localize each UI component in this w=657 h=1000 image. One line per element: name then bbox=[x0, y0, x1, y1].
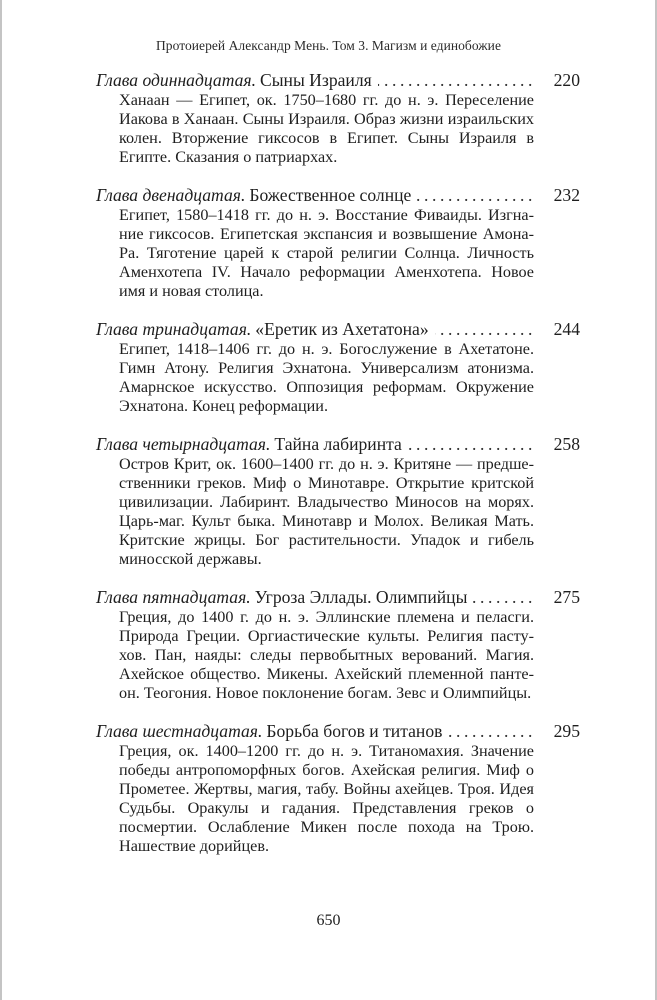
running-head: Протоиерей Александр Мень. Том 3. Магизм и единобожие bbox=[155, 38, 502, 53]
toc-entry-heading[interactable] bbox=[96, 721, 580, 742]
page-number: 258 bbox=[553, 434, 580, 454]
page-number: 220 bbox=[553, 70, 580, 90]
page-number: 232 bbox=[553, 185, 580, 205]
chapter-title: «Еретик из Ахетатона» bbox=[255, 319, 429, 339]
toc-entry-heading[interactable] bbox=[96, 319, 580, 340]
dot-leader bbox=[408, 434, 532, 455]
chapter-title: Тайна лабиринта bbox=[274, 434, 402, 454]
page-number: 275 bbox=[553, 587, 580, 607]
chapter-description: Греция, ок. 1400–1200 гг. до н. э. Титаномахия. Значение победы антропоморфных богов. Ахейская религия. Миф о Прометее. Жертвы, магия, табу. Войны ахейцев. Троя. Идея Судьбы. Оракулы и гадания. Представления греков о посмертии. Ослабление Микен после похода на Трою. Нашествие дорийцев. bbox=[119, 742, 534, 855]
toc-entry-heading[interactable] bbox=[96, 185, 580, 206]
toc-entry bbox=[96, 319, 580, 416]
toc-entry bbox=[96, 721, 580, 856]
page-number: 295 bbox=[553, 721, 580, 741]
dot-leader bbox=[378, 70, 532, 91]
toc-entry-heading[interactable] bbox=[96, 434, 580, 455]
chapter-description: Остров Крит, ок. 1600–1400 гг. до н. э. Критяне — предшественники греков. Миф о Минотавре. Открытие критской цивилизации. Лабиринт. Владычество Миносов на морях. Царь-маг. Культ быка. Минотавр и Молох. Великая Мать. Критские жрицы. Бог растительности. Упадок и гибель миносской державы. bbox=[119, 455, 534, 568]
toc-entry-heading[interactable] bbox=[96, 587, 580, 608]
toc-entry bbox=[96, 185, 580, 301]
chapter-description: Египет, 1418–1406 гг. до н. э. Богослужение в Ахетатоне. Гимн Атону. Религия Эхнатона. Универсализм атонизма. Амарнское искусство. Оппозиция реформам. Окружение Эхнатона. Конец реформации. bbox=[119, 340, 534, 415]
chapter-title: Божественное солнце bbox=[249, 185, 412, 205]
chapter-title: Угроза Эллады. Олимпийцы bbox=[254, 587, 468, 607]
dot-leader bbox=[473, 587, 532, 608]
chapter-title: Борьба богов и титанов bbox=[266, 721, 443, 741]
chapter-label: Глава шестнадцатая. bbox=[96, 721, 263, 741]
page-folio-number: 650 bbox=[316, 912, 341, 929]
chapter-label: Глава пятнадцатая. bbox=[96, 587, 251, 607]
toc-entry bbox=[96, 70, 580, 167]
page-number: 244 bbox=[553, 319, 580, 339]
toc-entry bbox=[96, 587, 580, 703]
chapter-label: Глава четырнадцатая. bbox=[96, 434, 271, 454]
chapter-title: Сыны Израиля bbox=[259, 70, 372, 90]
table-of-contents bbox=[96, 70, 580, 874]
toc-entry-heading[interactable] bbox=[96, 70, 580, 91]
dot-leader bbox=[448, 721, 532, 742]
chapter-description: Ханаан — Египет, ок. 1750–1680 гг. до н. э. Переселение Иакова в Ханаан. Сыны Израиля. Образ жизни израильских колен. Вторжение гиксосов в Египет. Сыны Израиля в Египте. Сказания о патриархах. bbox=[119, 91, 534, 166]
dot-leader bbox=[417, 185, 532, 206]
chapter-description: Греция, до 1400 г. до н. э. Эллинские племена и пеласги. Природа Греции. Оргиастические культы. Религия пастухов. Пан, наяды: следы первобытных верований. Магия. Ахейское общество. Микены. Ахейский племенной пантеон. Теогония. Новое поклонение богам. Зевс и Олимпийцы. bbox=[119, 608, 534, 702]
chapter-label: Глава тринадцатая. bbox=[96, 319, 252, 339]
chapter-label: Глава одиннадцатая. bbox=[96, 70, 256, 90]
toc-entry bbox=[96, 434, 580, 569]
chapter-description: Египет, 1580–1418 гг. до н. э. Восстание Фиваиды. Изгнание гиксосов. Египетская экспансия и возвышение Амона-Ра. Тяготение царей к старой религии Солнца. Личность Аменхотепа IV. Начало реформации Аменхотепа. Новое имя и новая столица. bbox=[119, 206, 534, 300]
chapter-label: Глава двенадцатая. bbox=[96, 185, 246, 205]
page-edge-left bbox=[0, 0, 2, 1000]
dot-leader bbox=[435, 319, 532, 340]
